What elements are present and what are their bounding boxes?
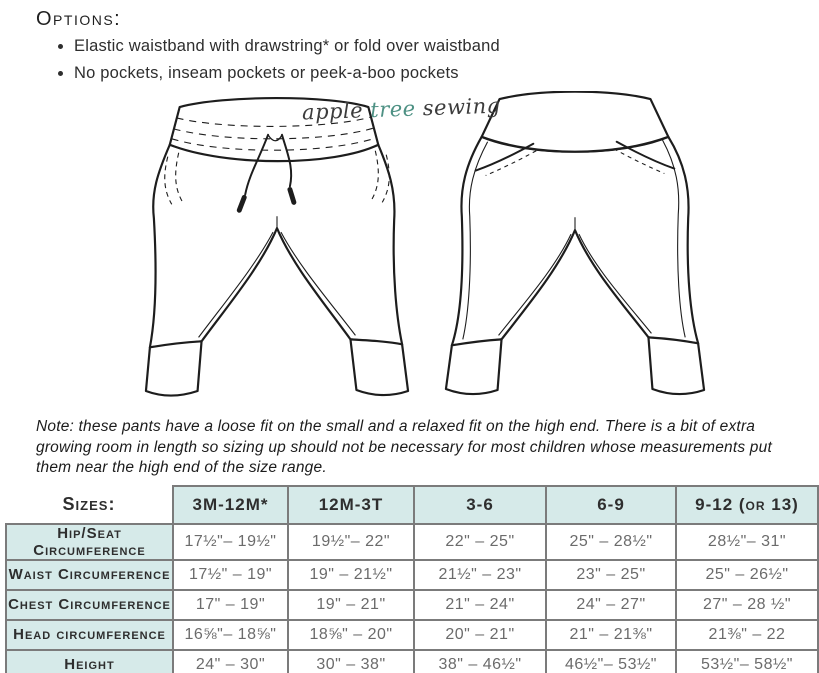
left-ankle-cuff — [146, 341, 202, 395]
options-section — [0, 0, 819, 83]
option-item: • Elastic waistband with drawstring* or fold over waistband — [74, 37, 819, 56]
size-cell: 21½" – 23" — [414, 560, 546, 590]
logo-word: sewing — [422, 93, 502, 121]
size-cell: 20" – 21" — [414, 620, 546, 650]
sizes-corner-label: Sizes: — [6, 486, 173, 524]
size-cell: 23" – 25" — [546, 560, 676, 590]
table-row-chest — [6, 590, 818, 620]
size-cell: 28½"– 31" — [676, 524, 818, 560]
row-label: Height — [6, 650, 173, 673]
right-ankle-cuff — [350, 339, 408, 395]
size-cell: 19" – 21" — [288, 590, 414, 620]
fit-note: Note: these pants have a loose fit on the small and a relaxed fit on the high end. There is a bit of extra growing room in length so sizing up should not be necessary for most children whose measurements put them near the high end of the size range. — [36, 418, 772, 477]
size-column-header: 9-12 (or 13) — [676, 486, 818, 524]
size-table — [5, 485, 819, 673]
size-cell: 19½"– 22" — [288, 524, 414, 560]
row-label: Waist Circumference — [6, 560, 173, 590]
size-cell: 17" – 19" — [173, 590, 288, 620]
size-cell: 25" – 26½" — [676, 560, 818, 590]
size-cell: 46½"– 53½" — [546, 650, 676, 673]
size-cell: 38" – 46½" — [414, 650, 546, 673]
illustration-area — [0, 91, 819, 409]
pants-foldover-illustration — [436, 91, 714, 409]
size-cell: 21" – 24" — [414, 590, 546, 620]
pants-body-outline — [150, 145, 402, 348]
table-row-height — [6, 650, 818, 673]
logo-word: apple — [301, 98, 364, 125]
size-cell: 18⅝" – 20" — [288, 620, 414, 650]
size-cell: 21" – 21⅜" — [546, 620, 676, 650]
size-cell: 16⅝"– 18⅝" — [173, 620, 288, 650]
pants-drawstring-illustration — [138, 91, 416, 409]
size-cell: 22" – 25" — [414, 524, 546, 560]
size-cell: 53½"– 58½" — [676, 650, 818, 673]
row-label: Chest Circumference — [6, 590, 173, 620]
option-item: • No pockets, inseam pockets or peek-a-boo pockets — [74, 64, 819, 83]
row-label: Head circumference — [6, 620, 173, 650]
size-column-header: 3-6 — [414, 486, 546, 524]
size-cell: 17½"– 19½" — [173, 524, 288, 560]
size-cell: 27" – 28 ½" — [676, 590, 818, 620]
table-row-waist — [6, 560, 818, 590]
logo-word: tree — [369, 96, 417, 123]
left-ankle-cuff — [446, 339, 502, 394]
size-cell: 24" – 27" — [546, 590, 676, 620]
size-table-header-row — [6, 486, 818, 524]
size-cell: 25" – 28½" — [546, 524, 676, 560]
size-cell: 17½" – 19" — [173, 560, 288, 590]
size-column-header: 12M-3T — [288, 486, 414, 524]
size-cell: 30" – 38" — [288, 650, 414, 673]
size-column-header: 3M-12M* — [173, 486, 288, 524]
size-cell: 21⅜" – 22 — [676, 620, 818, 650]
size-cell: 19" – 21½" — [288, 560, 414, 590]
size-column-header: 6-9 — [546, 486, 676, 524]
table-row-head — [6, 620, 818, 650]
fold-over-waistband — [482, 92, 669, 152]
options-heading: Options: — [36, 8, 122, 30]
size-cell: 24" – 30" — [173, 650, 288, 673]
right-ankle-cuff — [648, 337, 704, 394]
options-list — [74, 37, 819, 83]
table-row-hip-seat — [6, 524, 818, 560]
row-label: Hip/Seat Circumference — [6, 524, 173, 560]
pants-body-outline — [452, 137, 698, 345]
